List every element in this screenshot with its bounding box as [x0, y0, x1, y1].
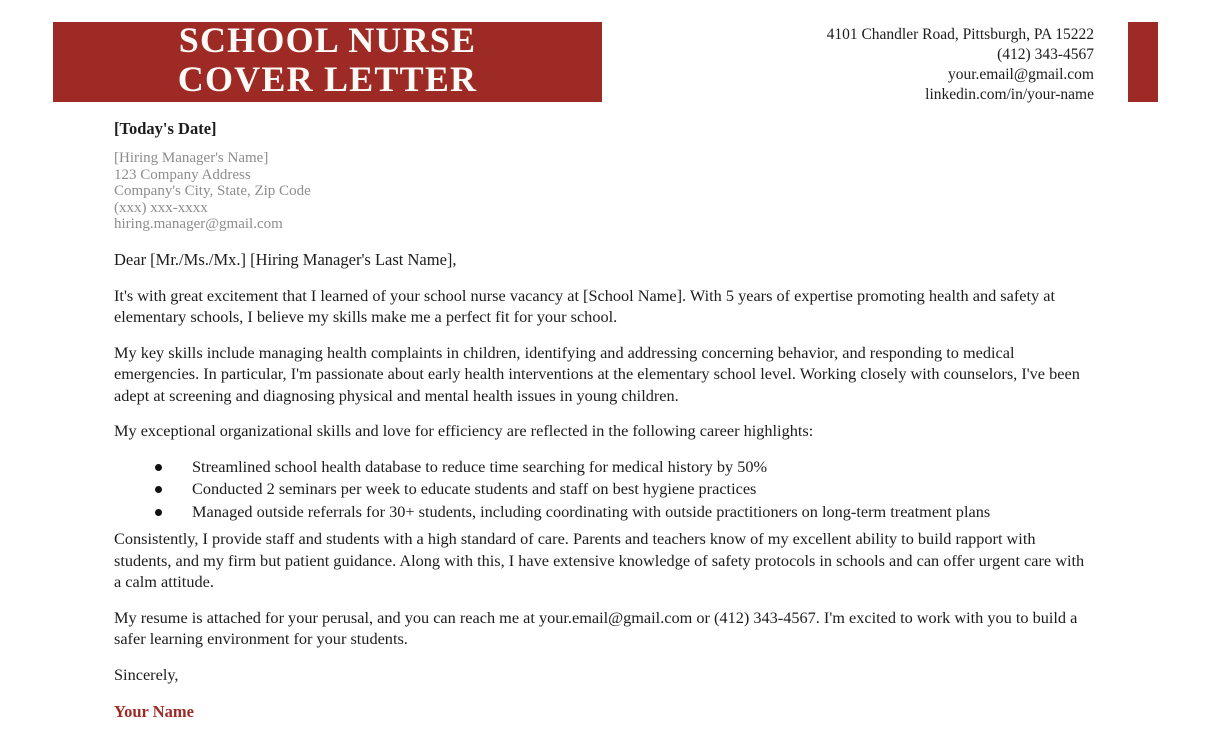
contact-email: your.email@gmail.com: [948, 66, 1094, 83]
title-banner: [53, 22, 602, 102]
career-highlights-list: [114, 456, 1094, 523]
recipient-email: hiring.manager@gmail.com: [114, 216, 283, 232]
recipient-city-state-zip: Company's City, State, Zip Code: [114, 183, 311, 199]
letter-header: [0, 0, 1220, 112]
salutation: Dear [Mr./Ms./Mx.] [Hiring Manager's Last Name],: [114, 249, 457, 269]
date-placeholder: [Today's Date]: [114, 119, 217, 138]
list-item: [114, 501, 1094, 523]
bullet-icon: [155, 486, 162, 493]
recipient-name: [Hiring Manager's Name]: [114, 150, 269, 166]
signature-name: Your Name: [114, 702, 194, 721]
list-item-text: Conducted 2 seminars per week to educate students and staff on best hygiene practices: [192, 479, 757, 498]
list-item-text: Managed outside referrals for 30+ students, including coordinating with outside practitioners on long-term treatment plans: [192, 501, 991, 521]
recipient-address: 123 Company Address: [114, 166, 251, 183]
contact-block: [674, 25, 1094, 105]
contact-linkedin: linkedin.com/in/your-name: [925, 86, 1094, 103]
title-line-2: COVER LETTER: [177, 59, 478, 99]
closing-line: Sincerely,: [114, 664, 179, 684]
list-item: [114, 478, 1094, 500]
bullet-icon: [155, 464, 162, 471]
header-accent-block: [1128, 22, 1158, 102]
body-paragraph-2: My key skills include managing health complaints in children, identifying and addressing concerning behavior, and responding to medical emergencies. In particular, I'm passionate about early health interventions at the elementary school level. Working closely with counselors, I've been adept at screening and diagnosing physical and mental health issues in young children.: [114, 342, 1080, 405]
body-paragraph-5: My resume is attached for your perusal, and you can reach me at your.email@gmail.com or (412) 343-4567. I'm excited to work with you to build a safer learning environment for your students.: [114, 607, 1078, 648]
body-paragraph-1: It's with great excitement that I learned of your school nurse vacancy at [School Name]. With 5 years of expertise promoting health and safety at elementary schools, I believe my skills make me a perfect fit for your school.: [114, 285, 1055, 326]
recipient-block: [114, 150, 1094, 233]
body-paragraph-3: My exceptional organizational skills and love for efficiency are reflected in the following career highlights:: [114, 421, 814, 440]
list-item-text: Streamlined school health database to reduce time searching for medical history by 50%: [192, 456, 768, 476]
contact-phone: (412) 343-4567: [997, 46, 1094, 63]
title-line-1: SCHOOL NURSE: [178, 20, 477, 60]
list-item: [114, 456, 1094, 478]
letter-body: [114, 118, 1094, 723]
contact-address: 4101 Chandler Road, Pittsburgh, PA 15222: [826, 26, 1094, 43]
bullet-icon: [155, 509, 162, 516]
recipient-phone: (xxx) xxx-xxxx: [114, 199, 208, 216]
body-paragraph-4: Consistently, I provide staff and students with a high standard of care. Parents and teachers know of my excellent ability to build rapport with students, and my firm but patient guidance. Along with this, I have extensive knowledge of safety protocols in schools and can offer urgent care with a calm attitude.: [114, 529, 1085, 591]
